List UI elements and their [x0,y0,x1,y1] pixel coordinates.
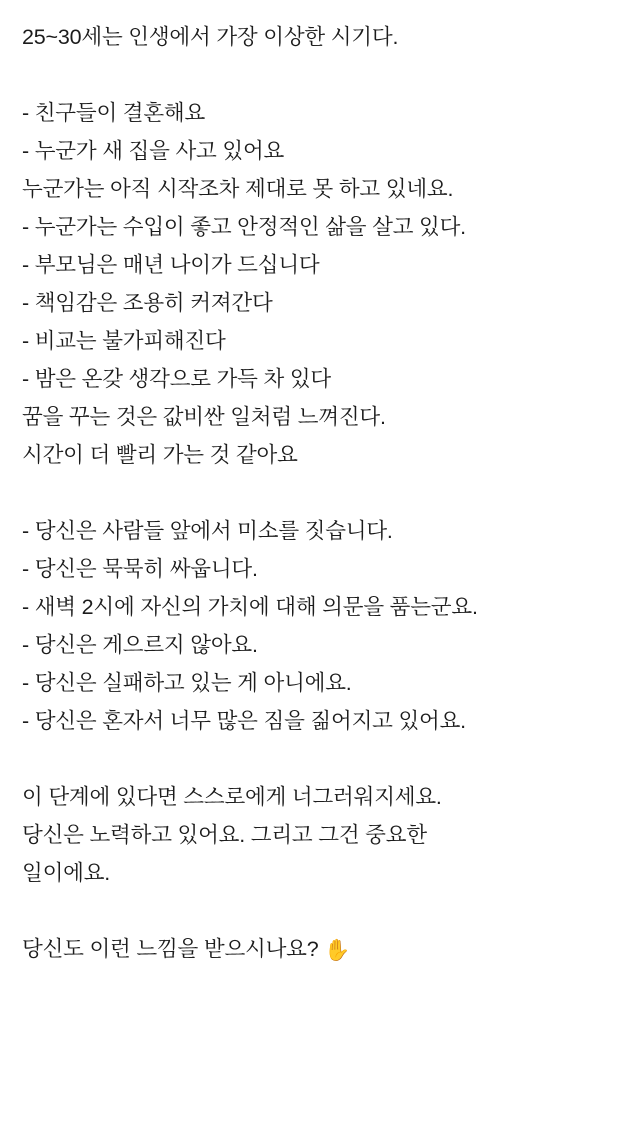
section-two [22,512,620,740]
list-item: - 당신은 혼자서 너무 많은 짐을 짊어지고 있어요. [22,709,466,733]
paragraph-line: 이 단계에 있다면 스스로에게 너그러워지세요. [22,785,442,809]
section-three [22,778,620,892]
title-block [22,18,620,56]
closing-text: 당신도 이런 느낌을 받으시나요? [22,937,325,961]
list-item: - 부모님은 매년 나이가 드십니다 [22,253,320,277]
spacer-after-section-one [22,474,620,512]
list-item: - 누군가는 수입이 좋고 안정적인 삶을 살고 있다. [22,215,466,239]
list-item: - 누군가 새 집을 사고 있어요 [22,139,285,163]
list-item: 시간이 더 빨리 가는 것 같아요 [22,443,298,467]
list-item: - 밤은 온갖 생각으로 가득 차 있다 [22,367,331,391]
list-item: - 새벽 2시에 자신의 가치에 대해 의문을 품는군요. [22,595,478,619]
list-item: - 책임감은 조용히 커져간다 [22,291,273,315]
spacer-after-title [22,56,620,94]
list-item: 꿈을 꾸는 것은 값비싼 일처럼 느껴진다. [22,405,386,429]
spacer-after-section-three [22,892,620,930]
raised-hand-icon: ✋ [324,939,351,962]
list-item: - 당신은 사람들 앞에서 미소를 짓습니다. [22,519,393,543]
section-one [22,94,620,474]
closing-line [22,930,620,970]
spacer-after-section-two [22,740,620,778]
list-item: - 비교는 불가피해진다 [22,329,226,353]
list-item: 누군가는 아직 시작조차 제대로 못 하고 있네요. [22,177,454,201]
list-item: - 당신은 게으르지 않아요. [22,633,258,657]
page-title: 25~30세는 인생에서 가장 이상한 시기다. [22,25,399,49]
closing-block [22,930,620,970]
list-item: - 당신은 묵묵히 싸웁니다. [22,557,258,581]
list-item: - 당신은 실패하고 있는 게 아니에요. [22,671,352,695]
paragraph-line: 일이에요. [22,861,111,885]
paragraph-line: 당신은 노력하고 있어요. 그리고 그건 중요한 [22,823,427,847]
list-item: - 친구들이 결혼해요 [22,101,206,125]
